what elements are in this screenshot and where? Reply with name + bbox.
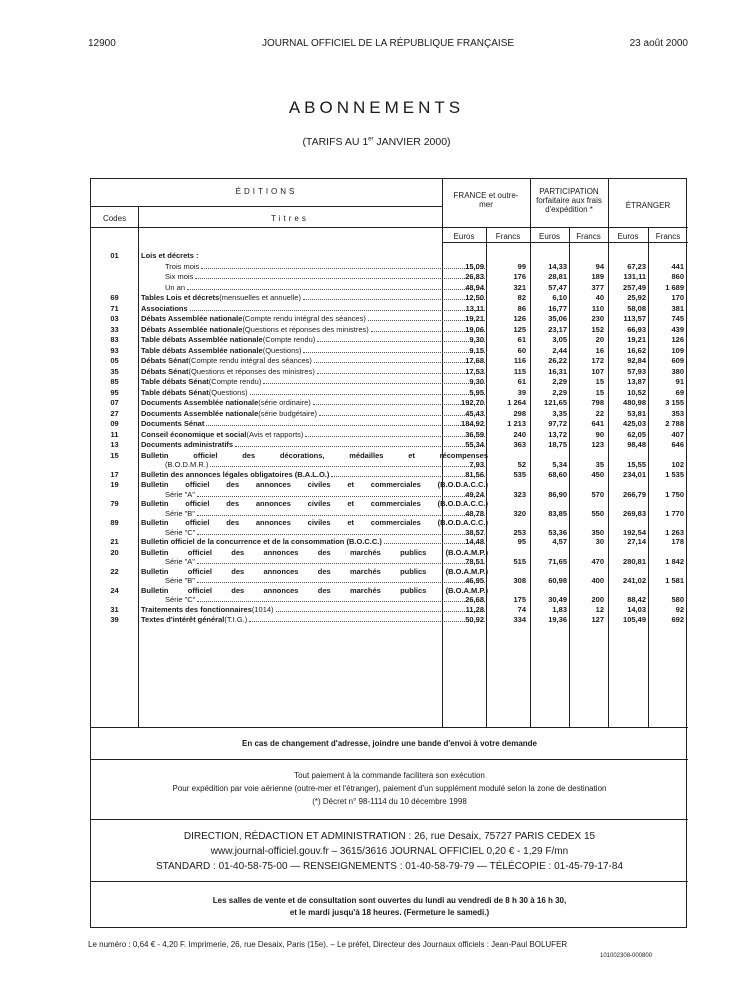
price-p-e: 13,72 (548, 429, 567, 439)
row-code: 01 (110, 251, 119, 260)
price-p-e: 6,10 (552, 293, 567, 302)
price-fr-e: 49,24 (465, 489, 484, 499)
row-title: Bulletin des annonces légales obligatoires (B.A.L.O.) (141, 470, 488, 480)
row-title: Un an (141, 283, 488, 293)
direction-website: www.journal-officiel.gouv.fr – 3615/3616 JOURNAL OFFICIEL 0,20 € - 1,29 F/mn (210, 846, 569, 857)
price-p-e: 3,05 (552, 335, 567, 344)
row-code: 35 (110, 366, 119, 376)
price-p-f: 641 (591, 419, 604, 428)
price-p-e: 121,65 (544, 398, 567, 407)
price-fr-f: 1 213 (507, 419, 526, 428)
price-et-e: 234,01 (623, 469, 646, 479)
price-et-e: 62,05 (627, 429, 646, 439)
price-p-f: 90 (595, 429, 604, 439)
price-p-f: 172 (591, 356, 604, 365)
row-code: 39 (110, 615, 119, 624)
row-code: 33 (110, 324, 119, 334)
price-fr-e: 12,50 (465, 293, 484, 302)
price-et-e: 480,98 (623, 398, 646, 407)
journal-title: JOURNAL OFFICIEL DE LA RÉPUBLIQUE FRANÇAISE (261, 38, 515, 49)
row-code: 83 (110, 335, 119, 344)
price-fr-f: 320 (513, 508, 526, 518)
hours-line: et le mardi jusqu'à 18 heures. (Fermeture le samedi.) (289, 908, 490, 917)
price-et-e: 425,03 (623, 419, 646, 428)
price-et-f: 439 (671, 324, 684, 334)
price-p-e: 68,60 (548, 469, 567, 479)
page-title: ABONNEMENTS (288, 98, 465, 117)
price-p-e: 30,49 (548, 595, 567, 604)
row-title: Associations (141, 304, 488, 314)
price-fr-e: 9,15 (469, 345, 484, 355)
price-fr-f: 86 (517, 303, 526, 313)
price-fr-f: 240 (513, 429, 526, 439)
price-fr-e: 46,95 (465, 576, 484, 585)
price-et-f: 353 (671, 408, 684, 418)
price-p-f: 35 (595, 460, 604, 469)
row-title: Bulletin officiel des décorations, médailles et récompenses (B.O.D.M.R.) (141, 450, 488, 469)
price-fr-f: 61 (517, 335, 526, 344)
price-p-e: 83,85 (548, 508, 567, 518)
price-fr-e: 45,43 (465, 408, 484, 418)
price-p-e: 16,31 (548, 366, 567, 376)
price-p-f: 94 (595, 261, 604, 271)
price-p-e: 2,29 (552, 377, 567, 386)
price-et-f: 860 (671, 272, 684, 281)
price-et-e: 105,49 (623, 615, 646, 624)
price-p-f: 15 (595, 377, 604, 386)
etranger-header: ÉTRANGER (625, 201, 671, 210)
price-p-f: 123 (591, 440, 604, 449)
euros-header: Euros (539, 232, 560, 241)
price-et-e: 266,79 (623, 489, 646, 499)
price-p-f: 550 (591, 508, 604, 518)
price-et-f: 102 (671, 460, 684, 469)
price-et-e: 25,92 (627, 293, 646, 302)
price-et-e: 10,52 (627, 387, 646, 397)
row-code: 22 (110, 566, 119, 576)
editions-header: ÉDITIONS (235, 187, 298, 196)
price-et-f: 178 (671, 537, 684, 546)
price-et-f: 126 (671, 335, 684, 344)
price-fr-f: 363 (513, 440, 526, 449)
price-et-e: 67,23 (627, 261, 646, 271)
euros-header: Euros (453, 232, 475, 241)
price-p-f: 20 (595, 335, 604, 344)
row-title: Débats Sénat (Compte rendu intégral des séances) (141, 356, 488, 366)
price-et-e: 27,14 (627, 537, 646, 546)
price-p-e: 26,22 (548, 356, 567, 365)
price-p-e: 5,34 (552, 460, 567, 469)
row-code: 85 (110, 377, 119, 386)
price-fr-e: 38,57 (465, 527, 484, 537)
price-fr-e: 14,48 (465, 537, 484, 546)
row-title: Textes d'intérêt général (T.I.G.) (141, 615, 488, 625)
price-p-e: 1,83 (552, 604, 567, 614)
price-fr-e: 19,06 (465, 324, 484, 334)
price-et-f: 441 (671, 261, 684, 271)
price-et-e: 192,54 (623, 527, 646, 537)
price-fr-e: 78,51 (465, 557, 484, 566)
price-et-f: 2 788 (665, 419, 684, 428)
price-p-e: 14,33 (548, 261, 567, 271)
row-title: Bulletin officiel des annonces des marchés publics (B.O.A.M.P.) Série "B" (141, 566, 488, 585)
price-et-f: 407 (671, 429, 684, 439)
price-p-f: 200 (591, 595, 604, 604)
row-code: 95 (110, 387, 119, 397)
francs-header: Francs (655, 232, 681, 241)
page-header (88, 38, 688, 52)
price-fr-f: 126 (513, 314, 526, 323)
row-title: Bulletin officiel des annonces civiles et commerciales (B.O.D.A.C.C.) Série "C" (141, 518, 488, 537)
price-p-f: 470 (591, 557, 604, 566)
row-title: Table débats Assemblée nationale (Questions) (141, 346, 488, 356)
price-et-f: 3 155 (665, 398, 684, 407)
price-p-f: 127 (591, 615, 604, 624)
row-code: 71 (110, 303, 119, 313)
row-code: 79 (110, 499, 119, 508)
row-title: Documents Assemblée nationale (série ordinaire) (141, 398, 488, 408)
price-p-f: 570 (591, 489, 604, 499)
price-et-f: 692 (671, 615, 684, 624)
row-code: 21 (110, 537, 119, 546)
price-fr-e: 50,92 (465, 615, 484, 624)
row-title: Table débats Sénat (Compte rendu) (141, 377, 488, 387)
row-title: Table débats Sénat (Questions) (141, 388, 488, 398)
price-et-f: 69 (675, 387, 684, 397)
price-p-e: 3,35 (552, 408, 567, 418)
price-p-e: 35,06 (548, 314, 567, 323)
price-p-e: 4,57 (552, 537, 567, 546)
price-et-f: 580 (671, 595, 684, 604)
price-fr-e: 11,28 (465, 604, 484, 614)
price-fr-f: 175 (513, 595, 526, 604)
row-code: 09 (110, 419, 119, 428)
price-p-e: 18,75 (548, 440, 567, 449)
price-fr-f: 298 (513, 408, 526, 418)
price-fr-e: 192,70 (461, 398, 484, 407)
price-p-f: 107 (591, 366, 604, 376)
price-et-e: 53,81 (627, 408, 646, 418)
price-et-e: 113,57 (623, 314, 646, 323)
row-title: Débats Assemblée nationale (Questions et réponses des ministres) (141, 325, 488, 335)
price-et-e: 14,03 (627, 604, 646, 614)
row-code: 89 (110, 518, 119, 527)
issue-date: 23 août 2000 (629, 38, 688, 49)
price-p-f: 230 (591, 314, 604, 323)
price-et-e: 269,83 (623, 508, 646, 518)
price-et-f: 381 (671, 303, 684, 313)
row-code: 03 (110, 314, 119, 323)
row-title: Bulletin officiel des annonces des marchés publics (B.O.A.M.P.) Série "A" (141, 547, 488, 566)
participation-header: PARTICIPATION forfaitaire aux frais d'expédition * (536, 187, 602, 214)
hours-line: Les salles de vente et de consultation sont ouvertes du lundi au vendredi de 8 h 30 à 16 h 30, (212, 896, 567, 905)
page-number: 12900 (88, 38, 116, 49)
price-fr-f: 535 (513, 469, 526, 479)
row-code: 17 (110, 469, 119, 479)
price-fr-e: 17,68 (465, 356, 484, 365)
row-title: Débats Assemblée nationale (Compte rendu intégral des séances) (141, 314, 488, 324)
price-et-e: 13,87 (627, 377, 646, 386)
price-et-f: 92 (675, 604, 684, 614)
price-fr-e: 81,56 (465, 469, 484, 479)
price-fr-e: 48,78 (465, 508, 484, 518)
row-title: Bulletin officiel des annonces des marchés publics (B.O.A.M.P.) Série "C" (141, 585, 488, 604)
direction-address: DIRECTION, RÉDACTION ET ADMINISTRATION : 26, rue Desaix, 75727 PARIS CEDEX 15 (183, 831, 596, 842)
price-p-e: 71,65 (548, 557, 567, 566)
price-et-f: 109 (671, 345, 684, 355)
price-fr-f: 74 (517, 604, 526, 614)
price-et-f: 1 263 (665, 527, 684, 537)
price-et-e: 66,93 (627, 324, 646, 334)
page-footer: Le numéro : 0,64 € - 4,20 F. Imprimerie, 26, rue Desaix, Paris (15e). – Le préfet, Directeur des Journaux officiels : Jean-Paul BOLUFER (88, 940, 568, 949)
price-p-e: 60,98 (548, 576, 567, 585)
decree-reference: (*) Décret n° 98-1114 du 10 décembre 1998 (312, 797, 467, 806)
price-fr-e: 36,59 (465, 429, 484, 439)
price-et-e: 88,42 (627, 595, 646, 604)
price-fr-e: 48,94 (465, 282, 484, 292)
price-fr-f: 116 (513, 356, 526, 365)
row-title: Tables Lois et décrets (mensuelles et annuelle) (141, 293, 488, 303)
codes-header: Codes (102, 214, 127, 223)
price-et-f: 1 842 (665, 557, 684, 566)
price-fr-f: 95 (517, 537, 526, 546)
price-fr-e: 184,92 (461, 419, 484, 428)
price-p-e: 2,29 (552, 387, 567, 397)
francs-header: Francs (576, 232, 601, 241)
price-et-f: 170 (671, 293, 684, 302)
price-et-f: 1 535 (665, 469, 684, 479)
row-code: 05 (110, 356, 119, 365)
price-p-e: 28,81 (548, 272, 567, 281)
payment-line: Tout paiement à la commande facilitera son exécution (294, 771, 485, 780)
price-fr-f: 334 (513, 615, 526, 624)
titres-header: Titres (271, 214, 309, 223)
price-p-e: 57,47 (548, 282, 567, 292)
price-et-e: 98,48 (627, 440, 646, 449)
price-p-f: 152 (591, 324, 604, 334)
price-et-f: 91 (675, 377, 684, 386)
price-et-e: 280,81 (623, 557, 646, 566)
price-p-e: 53,36 (548, 527, 567, 537)
price-fr-e: 26,68 (465, 595, 484, 604)
price-p-f: 798 (591, 398, 604, 407)
price-fr-e: 17,53 (465, 366, 484, 376)
price-fr-e: 13,11 (465, 303, 484, 313)
price-et-e: 15,55 (627, 460, 646, 469)
row-code: 07 (110, 398, 119, 407)
price-et-f: 1 770 (665, 508, 684, 518)
price-p-f: 400 (591, 576, 604, 585)
price-et-f: 380 (671, 366, 684, 376)
price-et-f: 745 (671, 314, 684, 323)
price-p-f: 15 (595, 387, 604, 397)
price-et-f: 1 750 (665, 489, 684, 499)
document-reference: 101002308-000800 (600, 953, 653, 959)
price-fr-e: 7,93 (469, 460, 484, 469)
price-et-f: 1 689 (665, 282, 684, 292)
row-code: 19 (110, 480, 119, 489)
price-fr-f: 115 (513, 366, 526, 376)
euros-header: Euros (617, 232, 639, 241)
row-title: Lois et décrets : (141, 251, 199, 260)
price-fr-f: 60 (517, 345, 526, 355)
price-fr-f: 82 (517, 293, 526, 302)
price-p-e: 97,72 (548, 419, 567, 428)
price-fr-f: 125 (513, 324, 526, 334)
row-title: Six mois (141, 272, 488, 282)
price-fr-e: 26,83 (465, 272, 484, 281)
row-code: 13 (110, 440, 119, 449)
price-p-f: 450 (591, 469, 604, 479)
price-et-e: 57,93 (627, 366, 646, 376)
price-et-e: 131,11 (623, 272, 646, 281)
price-et-f: 646 (671, 440, 684, 449)
row-code: 24 (110, 585, 119, 595)
price-et-e: 16,62 (627, 345, 646, 355)
price-et-f: 609 (671, 356, 684, 365)
opening-hours (91, 895, 688, 919)
price-p-e: 16,77 (548, 303, 567, 313)
payment-notice (91, 769, 688, 808)
price-fr-f: 99 (517, 261, 526, 271)
price-p-f: 377 (591, 282, 604, 292)
price-et-e: 58,08 (627, 303, 646, 313)
price-p-f: 40 (595, 293, 604, 302)
price-et-e: 92,84 (627, 356, 646, 365)
row-code: 27 (110, 408, 119, 418)
row-code: 15 (110, 450, 119, 460)
price-fr-f: 323 (513, 489, 526, 499)
price-p-f: 189 (591, 272, 604, 281)
price-fr-f: 515 (513, 557, 526, 566)
price-fr-e: 9,30 (469, 335, 484, 344)
row-title: Bulletin officiel des annonces civiles et commerciales (B.O.D.A.C.C.) Série "B" (141, 499, 488, 518)
price-et-e: 241,02 (623, 576, 646, 585)
price-fr-e: 9,30 (469, 377, 484, 386)
price-p-e: 2,44 (552, 345, 567, 355)
price-fr-f: 61 (517, 377, 526, 386)
france-header: FRANCE et outre-mer (453, 191, 519, 209)
direction-block (91, 829, 688, 874)
row-title: Documents Sénat (141, 419, 488, 429)
subscription-table (90, 178, 687, 928)
row-title: Documents Assemblée nationale (série budgétaire) (141, 409, 488, 419)
payment-line: Pour expédition par voie aérienne (outre-mer et l'étranger), paiement d'un supplément modulé selon la zone de destination (172, 784, 607, 793)
price-p-f: 30 (595, 537, 604, 546)
price-et-e: 19,21 (627, 335, 646, 344)
price-fr-e: 55,34 (465, 440, 484, 449)
price-fr-e: 19,21 (465, 314, 484, 323)
price-fr-f: 321 (513, 282, 526, 292)
price-et-f: 1 581 (665, 576, 684, 585)
row-code: 31 (110, 604, 119, 614)
row-code: 69 (110, 293, 119, 302)
price-fr-f: 308 (513, 576, 526, 585)
row-code: 20 (110, 547, 119, 557)
price-p-f: 110 (591, 303, 604, 313)
price-fr-f: 39 (517, 387, 526, 397)
row-title: Trois mois (141, 262, 488, 272)
price-fr-f: 1 264 (507, 398, 526, 407)
row-title: Traitements des fonctionnaires (1014) (141, 605, 488, 615)
price-p-f: 16 (595, 345, 604, 355)
price-et-e: 257,49 (623, 282, 646, 292)
row-title: Débats Sénat (Questions et réponses des ministres) (141, 367, 488, 377)
direction-phones: STANDARD : 01-40-58-75-00 — RENSEIGNEMENTS : 01-40-58-79-79 — TÉLÉCOPIE : 01-45-79-17-84 (155, 861, 624, 872)
price-p-f: 12 (595, 604, 604, 614)
row-title: Table débats Assemblée nationale (Compte rendu) (141, 335, 488, 345)
price-fr-e: 15,09 (465, 261, 484, 271)
row-code: 11 (110, 429, 119, 439)
price-fr-f: 253 (513, 527, 526, 537)
price-fr-f: 176 (513, 272, 526, 281)
row-code: 93 (110, 345, 119, 355)
row-title: Documents administratifs (141, 440, 488, 450)
price-fr-e: 5,95 (469, 387, 484, 397)
price-p-e: 86,90 (548, 489, 567, 499)
price-p-e: 23,17 (548, 324, 567, 334)
price-fr-f: 52 (517, 460, 526, 469)
address-change-notice: En cas de changement d'adresse, joindre une bande d'envoi à votre demande (242, 739, 537, 748)
price-p-f: 22 (595, 408, 604, 418)
price-p-f: 350 (591, 527, 604, 537)
francs-header: Francs (495, 232, 521, 241)
row-title: Bulletin officiel des annonces civiles et commerciales (B.O.D.A.C.C.) Série "A" (141, 480, 488, 499)
row-title: Bulletin officiel de la concurrence et de la consommation (B.O.C.C.) (141, 537, 488, 547)
row-title: Conseil économique et social (Avis et rapports) (141, 430, 488, 440)
price-p-e: 19,36 (548, 615, 567, 624)
subtitle: (TARIFS AU 1er JANVIER 2000) (302, 136, 451, 148)
